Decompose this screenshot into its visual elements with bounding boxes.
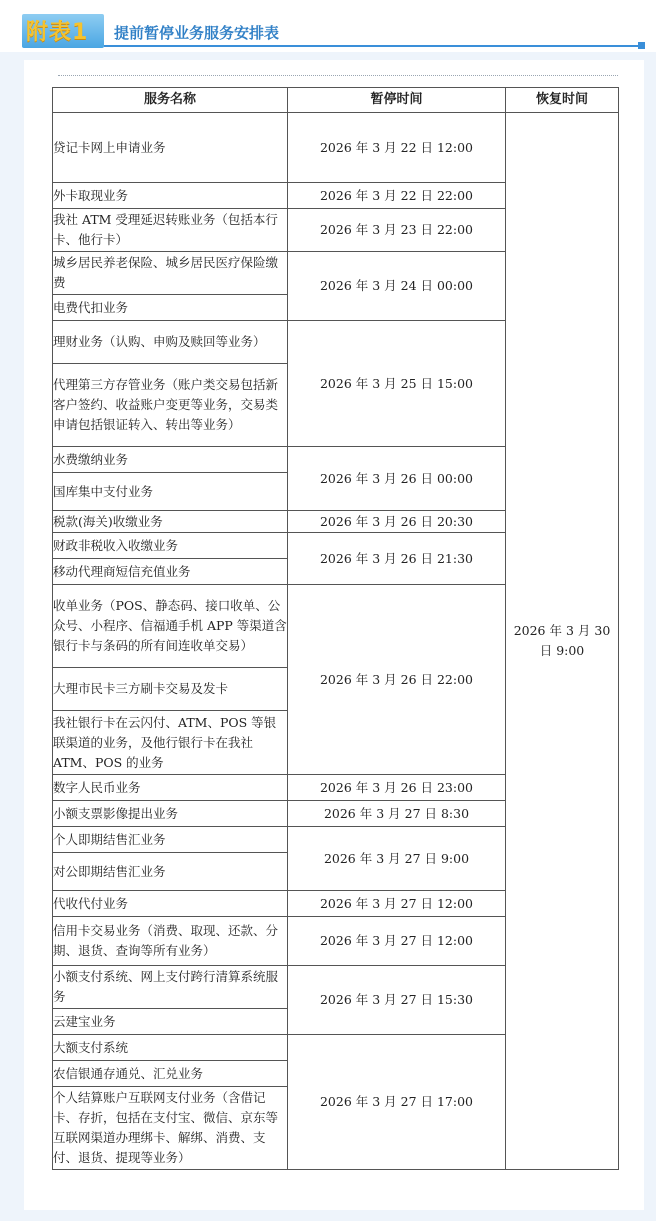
suspend-time: 2026 年 3 月 26 日 21:30 [288,533,506,585]
service-name: 云建宝业务 [53,1009,288,1035]
table-body [53,113,619,1170]
header-divider-end [638,42,645,49]
service-name: 个人即期结售汇业务 [53,827,288,853]
service-name: 税款(海关)收缴业务 [53,511,288,533]
suspend-time: 2026 年 3 月 24 日 00:00 [288,252,506,321]
service-name: 代理第三方存管业务（账户类交易包括新客户签约、收益账户变更等业务，交易类申请包括银证转入、转出等业务） [53,364,288,447]
service-name: 理财业务（认购、申购及赎回等业务） [53,321,288,364]
suspend-time: 2026 年 3 月 27 日 9:00 [288,827,506,891]
service-name: 外卡取现业务 [53,183,288,209]
service-name: 农信银通存通兑、汇兑业务 [53,1061,288,1087]
suspend-time: 2026 年 3 月 27 日 8:30 [288,801,506,827]
service-name: 数字人民币业务 [53,775,288,801]
suspend-time: 2026 年 3 月 27 日 15:30 [288,966,506,1035]
suspend-time: 2026 年 3 月 27 日 12:00 [288,917,506,966]
service-name: 贷记卡网上申请业务 [53,113,288,183]
table-row [53,113,619,183]
service-name: 大额支付系统 [53,1035,288,1061]
service-name: 收单业务（POS、静态码、接口收单、公众号、小程序、信福通手机 APP 等渠道含银行卡与条码的所有间连收单交易） [53,585,288,668]
service-name: 电费代扣业务 [53,295,288,321]
suspend-time: 2026 年 3 月 22 日 22:00 [288,183,506,209]
service-name: 移动代理商短信充值业务 [53,559,288,585]
suspend-time: 2026 年 3 月 26 日 23:00 [288,775,506,801]
service-name: 信用卡交易业务（消费、取现、还款、分期、退货、查询等所有业务） [53,917,288,966]
suspend-time: 2026 年 3 月 27 日 12:00 [288,891,506,917]
page-header [0,0,656,52]
service-name: 我社银行卡在云闪付、ATM、POS 等银联渠道的业务，及他行银行卡在我社 ATM、POS 的业务 [53,711,288,775]
service-name: 个人结算账户互联网支付业务（含借记卡、存折，包括在支付宝、微信、京东等互联网渠道办理绑卡、解绑、消费、支付、退货、提现等业务） [53,1087,288,1170]
suspend-time: 2026 年 3 月 25 日 15:00 [288,321,506,447]
header-divider [104,45,644,47]
table-header-row [53,88,619,113]
suspend-time: 2026 年 3 月 22 日 12:00 [288,113,506,183]
service-name: 对公即期结售汇业务 [53,853,288,891]
column-header-suspend-time: 暂停时间 [288,88,506,113]
suspend-time: 2026 年 3 月 26 日 00:00 [288,447,506,511]
service-name: 城乡居民养老保险、城乡居民医疗保险缴费 [53,252,288,295]
suspend-time: 2026 年 3 月 26 日 20:30 [288,511,506,533]
service-name: 小额支票影像提出业务 [53,801,288,827]
appendix-tag: 附表1 [26,20,89,45]
suspend-time: 2026 年 3 月 23 日 22:00 [288,209,506,252]
suspend-time: 2026 年 3 月 26 日 22:00 [288,585,506,775]
service-name: 财政非税收入收缴业务 [53,533,288,559]
service-name: 小额支付系统、网上支付跨行清算系统服务 [53,966,288,1009]
column-header-service: 服务名称 [53,88,288,113]
recovery-time: 2026 年 3 月 30 日 9:00 [506,113,619,1170]
column-header-recovery-time: 恢复时间 [506,88,619,113]
service-name: 水费缴纳业务 [53,447,288,473]
dotted-divider [58,75,618,76]
suspension-schedule-table [52,87,619,1170]
service-name: 国库集中支付业务 [53,473,288,511]
page-title: 提前暂停业务服务安排表 [114,24,280,42]
service-name: 我社 ATM 受理延迟转账业务（包括本行卡、他行卡） [53,209,288,252]
service-name: 大理市民卡三方刷卡交易及发卡 [53,668,288,711]
service-name: 代收代付业务 [53,891,288,917]
suspend-time: 2026 年 3 月 27 日 17:00 [288,1035,506,1170]
